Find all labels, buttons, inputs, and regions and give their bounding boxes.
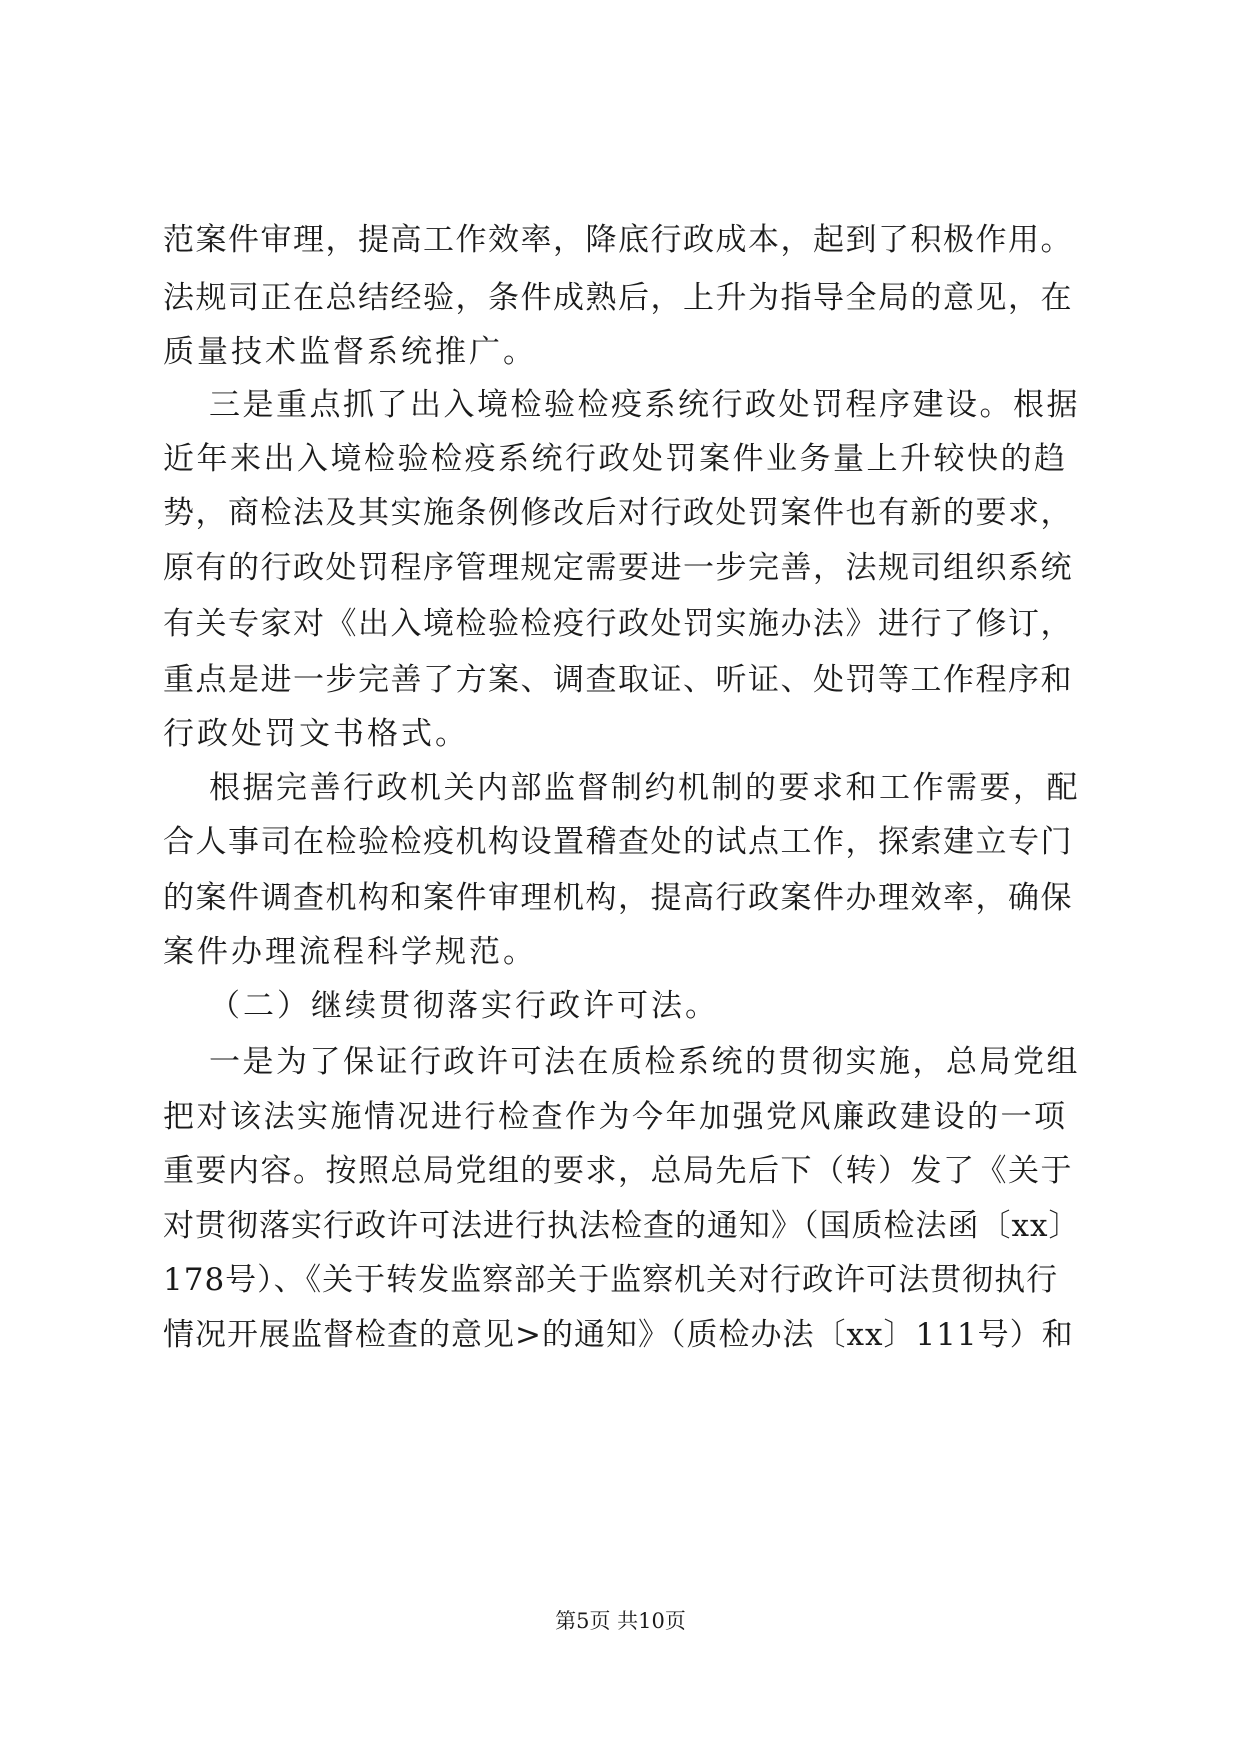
page-number-footer: 第5页 共10页: [555, 1609, 686, 1633]
text-line: 质量技术监督系统推广。: [163, 334, 537, 370]
paragraph-first-line: 一是为了保证行政许可法在质检系统的贯彻实施，总局党组: [209, 1044, 1080, 1080]
text-line: 行政处罚文书格式。: [163, 716, 469, 752]
paragraph-first-line: 三是重点抓了出入境检验检疫系统行政处罚程序建设。根据: [209, 387, 1080, 423]
text-line: 重要内容。按照总局党组的要求，总局先后下（转）发了《关于: [163, 1153, 1073, 1189]
text-line: 法规司正在总结经验，条件成熟后，上升为指导全局的意见，在: [163, 280, 1073, 316]
text-line: 势，商检法及其实施条例修改后对行政处罚案件也有新的要求，: [163, 495, 1073, 531]
text-line: 178号）、《关于转发监察部关于监察机关对行政许可法贯彻执行: [163, 1262, 1059, 1298]
text-line: 范案件审理，提高工作效率，降底行政成本，起到了积极作用。: [163, 222, 1073, 258]
text-line: 近年来出入境检验检疫系统行政处罚案件业务量上升较快的趋: [163, 441, 1068, 477]
text-line: 合人事司在检验检疫机构设置稽查处的试点工作，探索建立专门: [163, 824, 1073, 860]
paragraph-first-line: 根据完善行政机关内部监督制约机制的要求和工作需要，配: [209, 770, 1080, 806]
text-line: 把对该法实施情况进行检查作为今年加强党风廉政建设的一项: [163, 1099, 1068, 1135]
text-line: 有关专家对《出入境检验检疫行政处罚实施办法》进行了修订，: [163, 606, 1073, 642]
section-heading: （二）继续贯彻落实行政许可法。: [209, 988, 719, 1024]
text-line: 案件办理流程科学规范。: [163, 934, 537, 970]
text-line: 原有的行政处罚程序管理规定需要进一步完善，法规司组织系统: [163, 550, 1073, 586]
text-line: 的案件调查机构和案件审理机构，提高行政案件办理效率，确保: [163, 880, 1073, 916]
text-line: 情况开展监督检查的意见>的通知》（质检办法〔xx〕111号）和: [163, 1317, 1074, 1353]
text-line: 对贯彻落实行政许可法进行执法检查的通知》（国质检法函〔xx〕: [163, 1208, 1081, 1244]
text-line: 重点是进一步完善了方案、调查取证、听证、处罚等工作程序和: [163, 662, 1073, 698]
